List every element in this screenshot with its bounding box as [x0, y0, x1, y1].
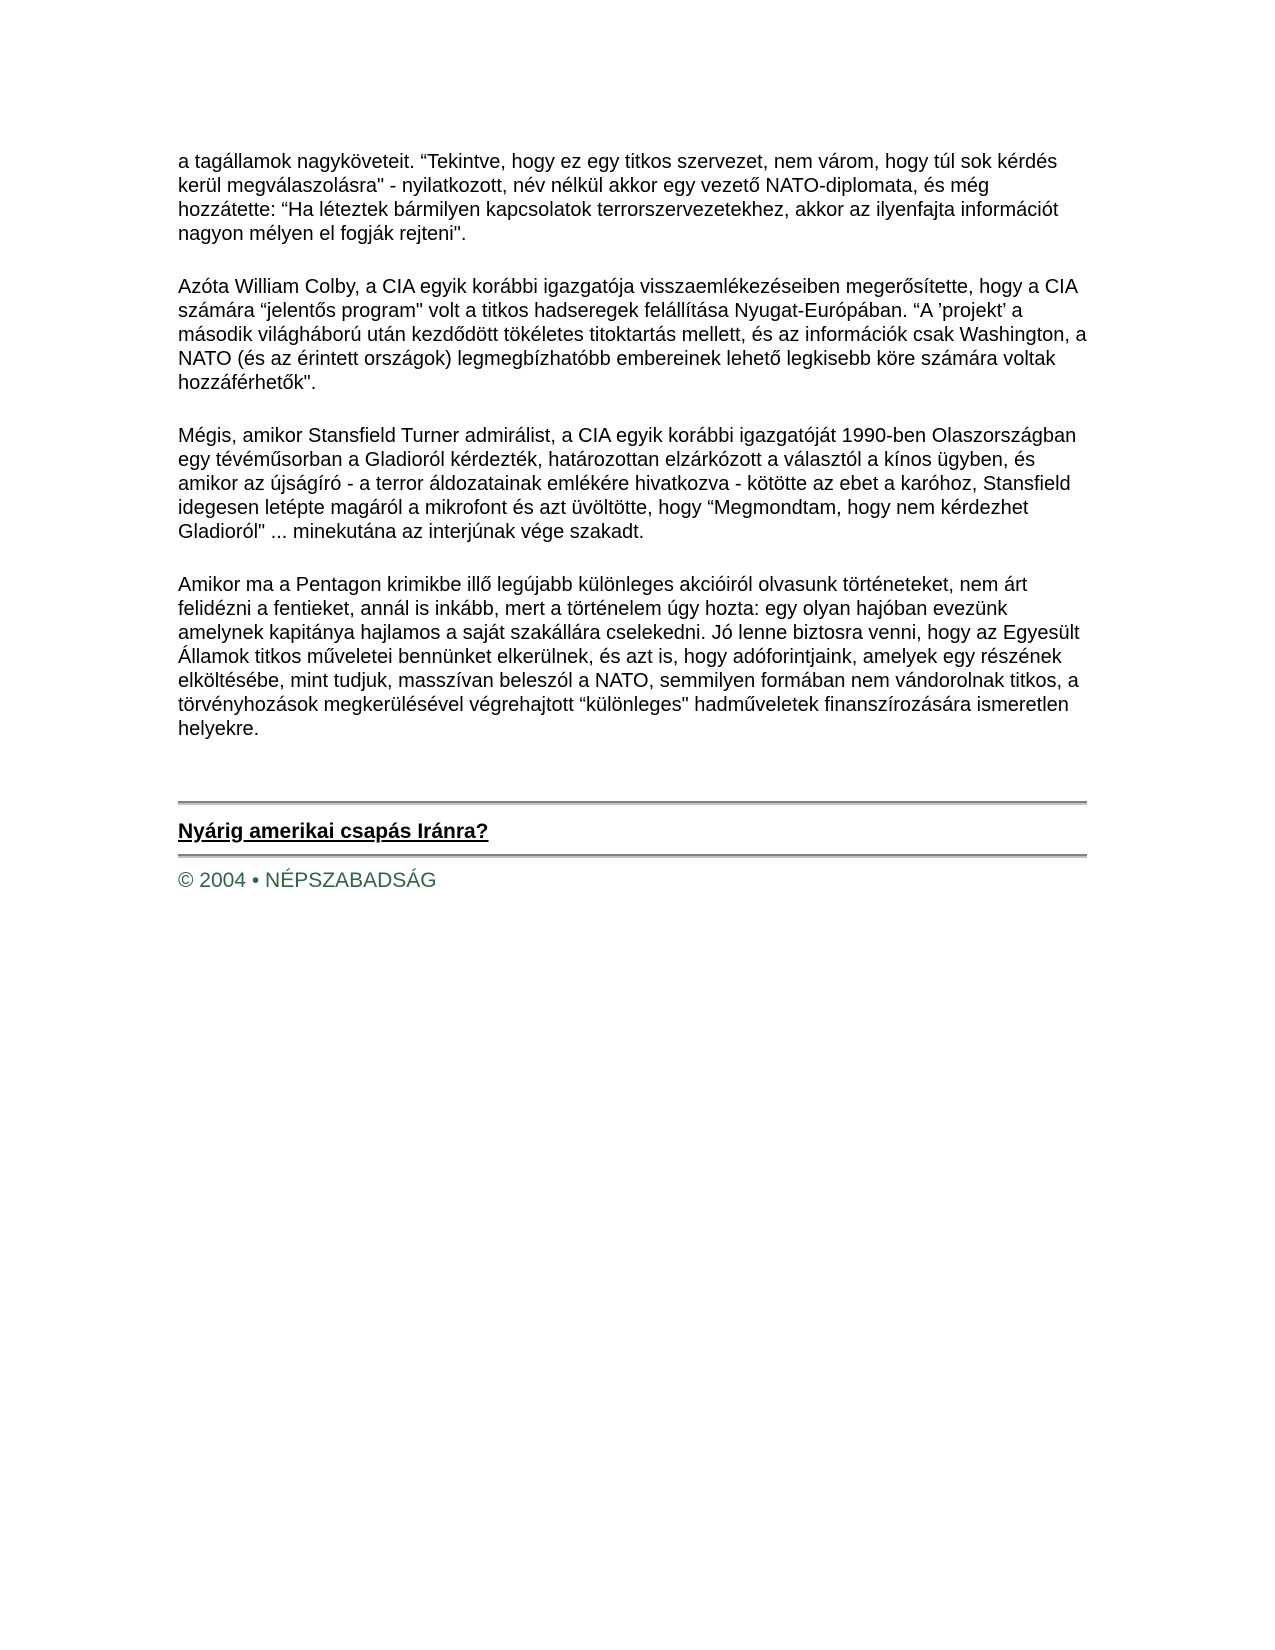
article-paragraph: a tagállamok nagyköveteit. “Tekintve, hogy ez egy titkos szervezet, nem várom, hogy túl sok kérdés kerül megválaszolásra" - nyilatkozott, név nélkül akkor egy vezető NATO-diplomata, és még hozzátette: “Ha léteztek bármilyen kapcsolatok terrorszervezetekhez, akkor az ilyenfajta információt nagyon mélyen el fogják rejteni". — [178, 151, 1059, 245]
article-paragraph: Mégis, amikor Stansfield Turner admirálist, a CIA egyik korábbi igazgatóját 1990-ben Olaszországban egy tévéműsorban a Gladioról kérdezték, határozottan elzárkózott a választól a kínos ügyben, és amikor az újságíró - a terror áldozatainak emlékére hivatkozva - kötötte az ebet a karóhoz, Stansfield idegesen letépte magáról a mikrofont és azt üvöltötte, hogy “Megmondtam, hogy nem kérdezhet Gladioról" ... minekutána az interjúnak vége szakadt. — [178, 425, 1077, 543]
related-article-link[interactable]: Nyárig amerikai csapás Iránra? — [178, 820, 489, 843]
horizontal-rule — [178, 854, 1087, 858]
horizontal-rule — [178, 801, 1087, 805]
related-link-row — [178, 819, 1087, 847]
article-paragraph: Azóta William Colby, a CIA egyik korábbi igazgatója visszaemlékezéseiben megerősítette, hogy a CIA számára “jelentős program" volt a titkos hadseregek felállítása Nyugat-Európában. “A ’projekt’ a második világháború után kezdődött tökéletes titoktartás mellett, és az információk csak Washington, a NATO (és az érintett országok) legmegbízhatóbb embereinek lehető legkisebb köre számára voltak hozzáférhetők". — [178, 276, 1087, 394]
article-paragraph: Amikor ma a Pentagon krimikbe illő legújabb különleges akcióiról olvasunk történeteket, nem árt felidézni a fentieket, annál is inkább, mert a történelem úgy hozta: egy olyan hajóban evezünk amelynek kapitánya hajlamos a saját szakállára cselekedni. Jó lenne biztosra venni, hogy az Egyesült Államok titkos műveletei bennünket elkerülnek, és azt is, hogy adóforintjaink, amelyek egy részének elköltésébe, mint tudjuk, masszívan beleszól a NATO, semmilyen formában nem vándorolnak titkos, a törvényhozások megkerülésével végrehajtott “különleges" hadműveletek finanszírozására ismeretlen helyekre. — [178, 574, 1080, 740]
article-body — [178, 150, 1087, 894]
copyright-line: © 2004 • NÉPSZABADSÁG — [178, 869, 437, 892]
